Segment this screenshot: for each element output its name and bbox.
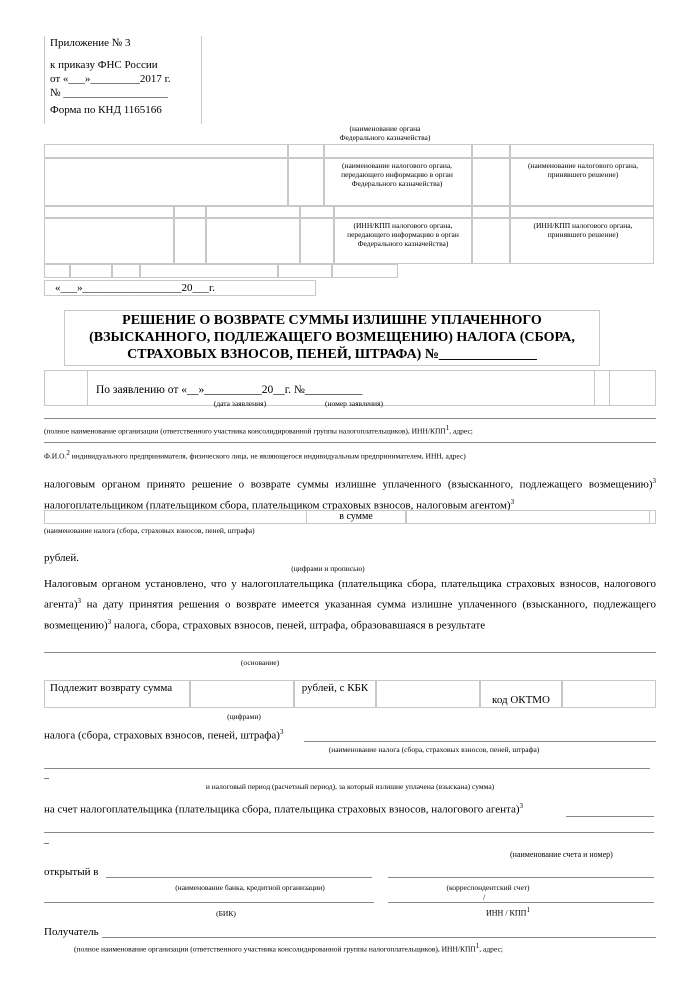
period-field[interactable] [44, 768, 650, 769]
grid-cell [334, 206, 472, 218]
grid-cell [174, 218, 206, 264]
grid-cell [510, 206, 654, 218]
tax-name-caption: (наименование налога (сбора, страховых взносов, пеней, штрафа) [44, 526, 255, 535]
corr-account-field[interactable] [388, 877, 654, 878]
order-number: № ___________________ [50, 87, 168, 99]
bank-field[interactable] [106, 877, 372, 878]
treasury-name-cell[interactable] [44, 144, 288, 158]
knd-form: Форма по КНД 1165166 [50, 104, 162, 116]
bank-caption: (наименование банка, кредитной организации) [175, 883, 325, 892]
tax-line-label: налога (сбора, страховых взносов, пеней, штрафа)$^3$ [44, 728, 284, 742]
grid-cell [510, 144, 654, 158]
application-number-caption: (номер заявления) [324, 399, 384, 408]
grid-cell [332, 264, 398, 278]
grid-cell [174, 206, 206, 218]
rub-kbk-cell [294, 680, 376, 708]
grid-cell [206, 206, 300, 218]
tax-line-field[interactable] [304, 741, 656, 742]
grid-cell [44, 370, 88, 406]
tax-body-transmitting-cell [324, 158, 472, 206]
order-date: от «___»_________2017 г. [50, 73, 171, 85]
decision-date: «___»__________________20___г. [55, 282, 216, 294]
oktmo-label: код ОКТМО [492, 694, 550, 706]
tax-body-decision-cell [510, 158, 654, 206]
grid-cell [44, 264, 70, 278]
period-caption: и налоговый период (расчетный период), за который излишне уплачена (взыскана) сумма) [205, 782, 495, 791]
oktmo-cell [480, 680, 562, 708]
title-box [64, 310, 600, 366]
rubles-label: рублей. [44, 552, 80, 564]
application-date-caption: (дата заявления) [213, 399, 267, 408]
inn-kpp-caption: ИНН / КПП$^1$ [486, 906, 530, 918]
organization-field[interactable] [44, 418, 656, 419]
sum-field[interactable] [406, 510, 650, 524]
grid-cell [300, 206, 334, 218]
bik-caption: (БИК) [216, 909, 236, 918]
opened-in-label: открытый в [44, 866, 99, 878]
inn-kpp-field[interactable] [388, 902, 654, 903]
order-label: к приказу ФНС России [50, 59, 158, 71]
digits-caption: (цифрами) [227, 712, 261, 721]
tax-line-caption: (наименование налога (сбора, страховых взносов, пеней, штрафа) [328, 745, 540, 754]
inn-decision-caption: (ИНН/КПП налогового органа, принявшего решение) [533, 221, 633, 239]
individual-field[interactable] [44, 442, 656, 443]
grid-cell [472, 218, 510, 264]
grid-cell [278, 264, 332, 278]
grid-cell [70, 264, 112, 278]
grid-cell [44, 158, 288, 206]
grid-cell [288, 158, 324, 206]
account-label: на счет налогоплательщика (плательщика сбора, плательщика страховых взносов, налогового агента)$^3$ [44, 802, 524, 816]
tax-body-decision-caption: (наименование налогового органа, принявшего решение) [527, 161, 639, 179]
refund-amount-label: Подлежит возврату сумма [50, 682, 173, 694]
oktmo-field[interactable] [562, 680, 656, 708]
inn-transmitting-caption: (ИНН/КПП налогового органа, передающего информацию в орган Федерального казначейства) [347, 221, 459, 248]
grid-cell [44, 218, 174, 264]
grid-cell [140, 264, 278, 278]
grid-cell [472, 206, 510, 218]
dash-1: – [44, 773, 49, 784]
basis-field[interactable] [44, 652, 656, 653]
inn-kpp-slash: / [483, 893, 486, 902]
grid-cell [472, 144, 510, 158]
bik-field[interactable] [44, 902, 374, 903]
document-title: РЕШЕНИЕ О ВОЗВРАТЕ СУММЫ ИЗЛИШНЕ УПЛАЧЕННОГО (ВЗЫСКАННОГО, ПОДЛЕЖАЩЕГО ВОЗМЕЩЕНИЮ) НАЛОГА (СБОРА, СТРАХОВЫХ ВЗНОСОВ, ПЕНЕЙ, ШТРАФА) №______________ [89, 313, 575, 362]
inn-decision-cell [510, 218, 654, 264]
organization-caption: (полное наименование организации (ответственного участника консолидированной группы налогоплательщиков), ИНН/КПП$^1$, адрес; [44, 424, 473, 436]
recipient-caption: (полное наименование организации (ответственного участника консолидированной группы налогоплательщиков), ИНН/КПП$^1$, адрес; [74, 942, 503, 954]
refund-amount-label-cell [44, 680, 190, 708]
corr-caption: (корреспондентский счет) [446, 883, 530, 892]
grid-cell [594, 370, 610, 406]
grid-cell [300, 218, 334, 264]
basis-caption: (основание) [240, 658, 280, 667]
rub-kbk-label: рублей, с КБК [301, 682, 369, 694]
treasury-caption: (наименование органа Федерального казначейства) [339, 124, 431, 142]
tax-body-transmitting-caption: (наименование налогового органа, передающего информацию в орган Федерального казначейства) [341, 161, 453, 188]
refund-amount-field[interactable] [190, 680, 294, 708]
grid-cell [112, 264, 140, 278]
in-sum-label: в сумме [339, 511, 373, 522]
grid-cell [472, 158, 510, 206]
grid-cell [206, 218, 300, 264]
inn-transmitting-cell [334, 218, 472, 264]
kbk-field[interactable] [376, 680, 480, 708]
established-paragraph: Налоговым органом установлено, что у налогоплательщика (плательщика сбора, плательщика страховых взносов, налогового агента)$^3$ на дату принятия решения о возврате имеется указанная сумма излишне уплаченного (взысканного, подлежащего возмещению)$^3$ налога, сбора, страховых взносов, пеней, штрафа, образовавшаяся в результате [44, 578, 656, 632]
grid-cell [324, 144, 472, 158]
digits-words-caption: (цифрами и прописью) [291, 564, 365, 573]
account-field[interactable] [566, 816, 654, 817]
header-block [50, 36, 200, 117]
application-text: По заявлению от «__»__________20__г. №__________ [96, 384, 363, 396]
account-caption: (наименование счета и номер) [510, 850, 613, 859]
dash-2: – [44, 838, 49, 849]
individual-caption: Ф.И.О.$^2$ индивидуального предпринимателя, физического лица, не являющегося индивидуальным предпринимателем, ИНН, адрес) [44, 449, 466, 461]
appendix-label: Приложение № 3 [50, 37, 131, 49]
recipient-field[interactable] [102, 937, 656, 938]
grid-cell [44, 206, 174, 218]
account-field-2[interactable] [44, 832, 654, 833]
recipient-label: Получатель [44, 926, 99, 938]
in-sum-cell [306, 510, 406, 524]
decision-date-field[interactable] [44, 280, 316, 296]
grid-cell [288, 144, 324, 158]
decision-paragraph: налоговым органом принято решение о возврате суммы излишне уплаченного (взысканного, подлежащего возмещению)$^3$ налогоплательщиком (плательщиком сбора, плательщиком страховых взносов, налоговым агентом)$^3$ [44, 477, 656, 512]
